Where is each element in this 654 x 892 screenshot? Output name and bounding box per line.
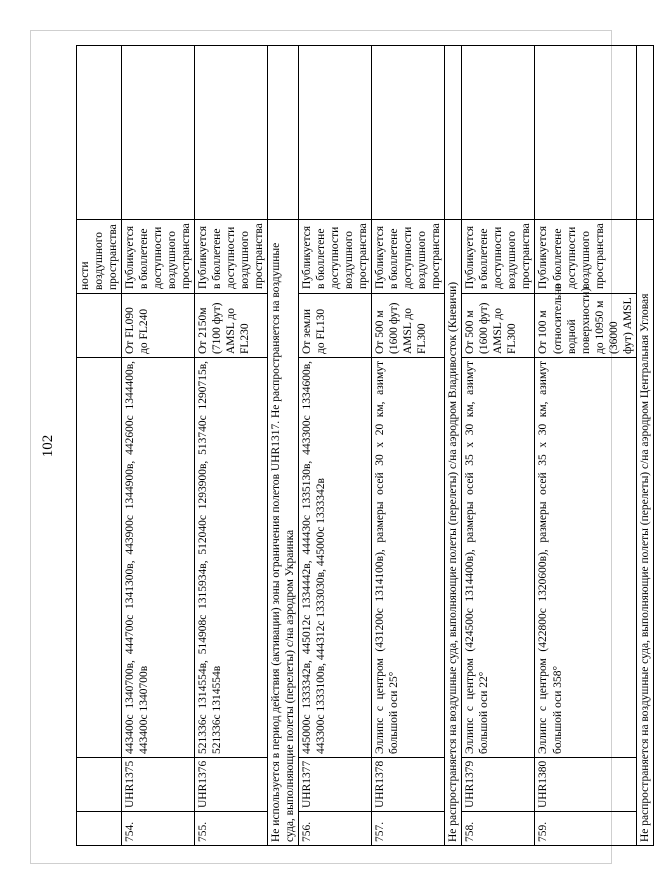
span-note: Не используется в период действия (активации) зоны ограничения полетов UHR1317. Не распространяется на воздушные суда, выполняющие полеты (перелеты) с/на аэродром Украинка (268, 220, 299, 846)
zone-id: UHR1377 (299, 758, 372, 812)
note: Публикуется в бюллетене доступности воздушного пространства (535, 220, 636, 294)
row-number: 754. (122, 812, 195, 846)
altitude: От 500 м (1600 фут) AMSL до FL300 (372, 294, 445, 358)
coordinates: Эллипс с центром (422800с 1320600в), размеры осей 35 x 30 км, азимут большой оси 358° (535, 358, 636, 758)
empty-cell (299, 46, 372, 220)
table-row (77, 46, 122, 846)
empty-cell (535, 46, 636, 220)
airspace-table (76, 45, 654, 846)
table-row-span (445, 46, 462, 846)
zone-id: UHR1375 (122, 758, 195, 812)
span-note: Не распространяется на воздушные суда, выполняющие полеты (перелеты) с/на аэродром Центральная Угловая (636, 220, 653, 846)
empty-cell (268, 46, 299, 220)
note: Публикуется в бюллетене доступности воздушного пространства (372, 220, 445, 294)
row-number: 756. (299, 812, 372, 846)
altitude: От земли до FL130 (299, 294, 372, 358)
empty-cell (77, 812, 122, 846)
altitude: От 2150м (7100 фут) AMSL до FL230 (195, 294, 268, 358)
table-row (462, 46, 535, 846)
table-row-span (636, 46, 653, 846)
coordinates: 521336с 1314554в, 514908с 1315934в, 512040с 1293900в, 513740с 1290715в, 521336с 1314554в (195, 358, 268, 758)
empty-cell (195, 46, 268, 220)
row-number: 759. (535, 812, 636, 846)
coordinates: Эллипс с центром (431200с 1314100в), размеры осей 30 x 20 км, азимут большой оси 25° (372, 358, 445, 758)
span-note: Не распространяется на воздушные суда, выполняющие полеты (перелеты) с/на аэродром Владивосток (Кневичи) (445, 220, 462, 846)
altitude: От 500 м (1600 фут) AMSL до FL300 (462, 294, 535, 358)
zone-id: UHR1379 (462, 758, 535, 812)
note: Публикуется в бюллетене доступности воздушного пространства (195, 220, 268, 294)
empty-cell (636, 46, 653, 220)
rotated-content (36, 40, 651, 852)
note-cell: ности воздушного пространства (77, 220, 122, 294)
empty-cell (462, 46, 535, 220)
altitude: От 100 м (относительно водной поверхности) до 10950 м (36000 фут) AMSL (535, 294, 636, 358)
table-row (299, 46, 372, 846)
note: Публикуется в бюллетене доступности воздушного пространства (122, 220, 195, 294)
table-row (195, 46, 268, 846)
empty-cell (77, 358, 122, 758)
coordinates: 443400с 1340700в, 444700с 1341300в, 443900с 1344900в, 442600с 1344400в, 443400с 1340700в (122, 358, 195, 758)
row-number: 758. (462, 812, 535, 846)
table-row-span (268, 46, 299, 846)
empty-cell (77, 294, 122, 358)
empty-cell (372, 46, 445, 220)
note: Публикуется в бюллетене доступности воздушного пространства (462, 220, 535, 294)
table-row (372, 46, 445, 846)
zone-id: UHR1380 (535, 758, 636, 812)
empty-cell (122, 46, 195, 220)
note: Публикуется в бюллетене доступности воздушного пространства (299, 220, 372, 294)
zone-id: UHR1378 (372, 758, 445, 812)
empty-cell (77, 46, 122, 220)
table-row (122, 46, 195, 846)
row-number: 757. (372, 812, 445, 846)
page-number: 102 (40, 434, 56, 458)
coordinates: 445000с 1333342в, 445012с 1334442в, 444430с 1335130в, 443300с 1334600в, 443300с 1333100в, 444312с 1333030в, 445000с 1333342в (299, 358, 372, 758)
table-row (535, 46, 636, 846)
altitude: От FL090 до FL240 (122, 294, 195, 358)
coordinates: Эллипс с центром (424500с 1314400в), размеры осей 35 x 30 км, азимут большой оси 22° (462, 358, 535, 758)
empty-cell (77, 758, 122, 812)
row-number: 755. (195, 812, 268, 846)
zone-id: UHR1376 (195, 758, 268, 812)
empty-cell (445, 46, 462, 220)
